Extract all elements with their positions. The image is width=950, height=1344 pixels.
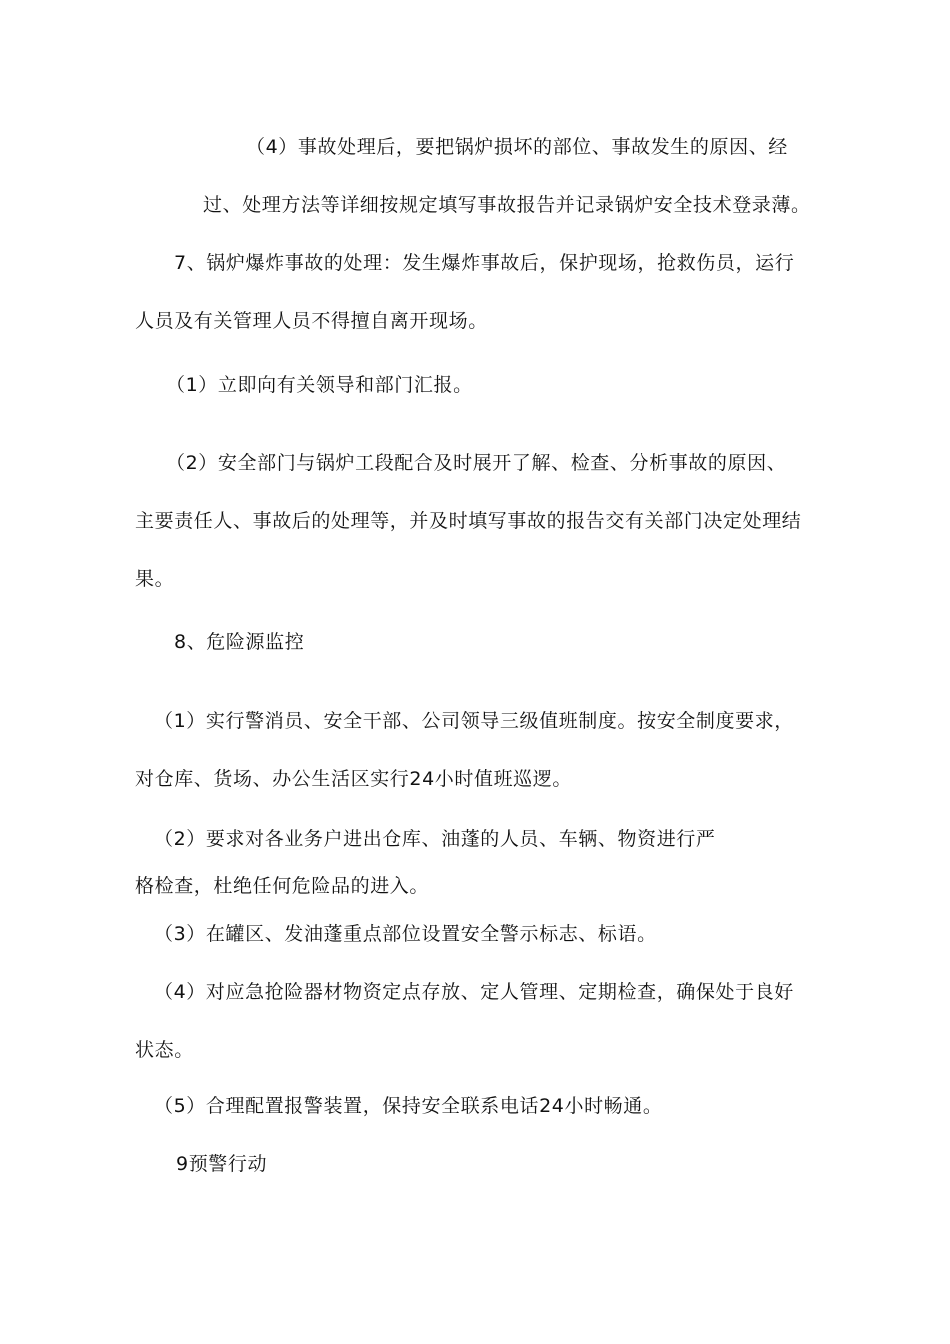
paragraph-line: （1）实行警消员、安全干部、公司领导三级值班制度。按安全制度要求， [154,710,794,732]
paragraph-line: （4）对应急抢险器材物资定点存放、定人管理、定期检查，确保处于良好 [154,981,794,1003]
paragraph-line: （2）安全部门与锅炉工段配合及时展开了解、检查、分析事故的原因、 [166,452,787,474]
paragraph-line: 对仓库、货场、办公生活区实行24小时值班巡逻。 [135,768,572,790]
paragraph-line: 果。 [135,568,175,590]
paragraph-line: （1）立即向有关领导和部门汇报。 [166,374,473,396]
paragraph-line: （5）合理配置报警装置，保持安全联系电话24小时畅通。 [154,1095,663,1117]
paragraph-line: 过、处理方法等详细按规定填写事故报告并记录锅炉安全技术登录薄。 [203,194,811,216]
section-heading-7: 7、锅炉爆炸事故的处理：发生爆炸事故后，保护现场，抢救伤员，运行 [174,252,795,274]
section-heading-8: 8、危险源监控 [174,631,305,653]
paragraph-line: 人员及有关管理人员不得擅自离开现场。 [135,310,488,332]
section-heading-9: 9预警行动 [176,1153,268,1175]
paragraph-line: （3）在罐区、发油蓬重点部位设置安全警示标志、标语。 [154,923,657,945]
paragraph-line: 主要责任人、事故后的处理等，并及时填写事故的报告交有关部门决定处理结 [135,510,802,532]
paragraph-line: （4）事故处理后，要把锅炉损坏的部位、事故发生的原因、经 [246,136,788,158]
paragraph-line: （2）要求对各业务户进出仓库、油蓬的人员、车辆、物资进行严 [154,828,716,850]
paragraph-line: 状态。 [135,1039,194,1061]
paragraph-line: 格检查，杜绝任何危险品的进入。 [135,875,430,897]
